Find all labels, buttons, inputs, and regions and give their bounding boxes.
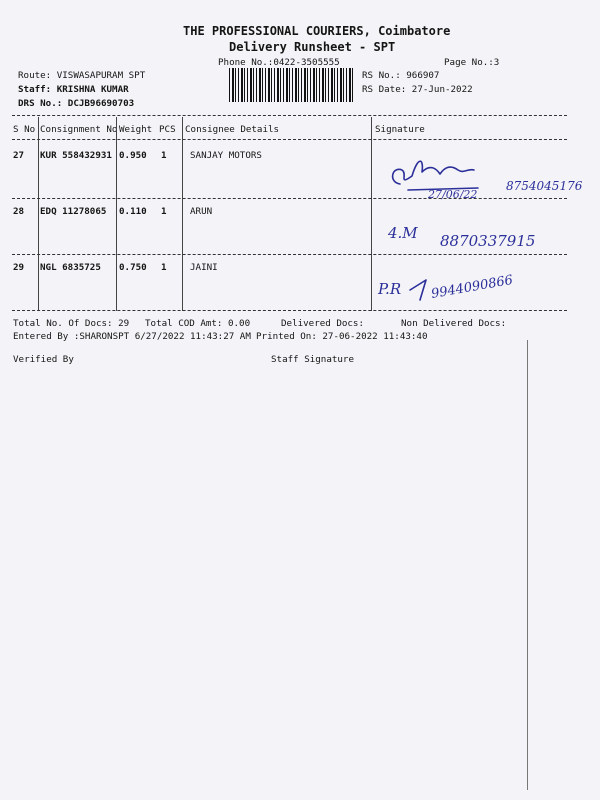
scan-edge-line [527,340,528,790]
entered-by: Entered By :SHARONSPT 6/27/2022 11:43:27 AM [13,331,251,342]
row-pcs: 1 [161,206,167,217]
signature-row-27 [378,146,583,201]
row-pcs: 1 [161,262,167,273]
table-top-rule [12,115,567,116]
row-consignment: NGL 6835725 [40,262,101,273]
row-consignment: KUR 558432931 [40,150,112,161]
staff-signature-label: Staff Signature [271,354,354,365]
row-weight: 0.750 [119,262,147,273]
signature-phone: 9944090866 [430,272,515,302]
col-consignment-header: Consignment No [40,124,118,135]
col-signature-header: Signature [375,124,425,135]
signature-name: 4.M [388,224,418,242]
row-weight: 0.110 [119,206,147,217]
table-bottom-rule [12,310,567,311]
company-name: THE PROFESSIONAL COURIERS, Coimbatore [183,24,451,38]
signature-date: 27/06/22 [428,188,478,201]
row-consignment: EDQ 11278065 [40,206,107,217]
total-cod: Total COD Amt: 0.00 [145,318,251,329]
row-rule [12,198,567,199]
row-consignee: ARUN [190,206,213,217]
drs-number: DRS No.: DCJB96690703 [18,98,135,109]
row-consignee: SANJAY MOTORS [190,150,262,161]
col-sno-header: S No [13,124,36,135]
header-rule [12,139,567,140]
row-rule [12,254,567,255]
total-docs: Total No. Of Docs: 29 [13,318,130,329]
rs-number: RS No.: 966907 [362,70,440,81]
col-weight-header: Weight [119,124,153,135]
signature-phone: 8870337915 [440,232,536,250]
signature-phone: 8754045176 [506,179,583,193]
col-pcs-header: PCS [159,124,176,135]
row-pcs: 1 [161,150,167,161]
signature-row-28 [378,212,568,256]
row-sno: 29 [13,262,25,273]
row-consignee: JAINI [190,262,218,273]
route: Route: VISWASAPURAM SPT [18,70,146,81]
signature-row-29 [376,260,566,308]
row-sno: 27 [13,150,25,161]
barcode [229,68,355,102]
row-weight: 0.950 [119,150,147,161]
document-title: Delivery Runsheet - SPT [229,40,396,54]
phone-number: Phone No.:0422-3505555 [218,57,340,68]
page-number: Page No.:3 [444,57,500,68]
rs-date: RS Date: 27-Jun-2022 [362,84,473,95]
row-sno: 28 [13,206,25,217]
delivered-docs: Delivered Docs: [281,318,364,329]
signature-name: P.R [378,280,402,298]
printed-on: Printed On: 27-06-2022 11:43:40 [256,331,428,342]
verified-by: Verified By [13,354,74,365]
non-delivered-docs: Non Delivered Docs: [401,318,507,329]
staff-name: Staff: KRISHNA KUMAR [18,84,129,95]
col-consignee-header: Consignee Details [185,124,280,135]
